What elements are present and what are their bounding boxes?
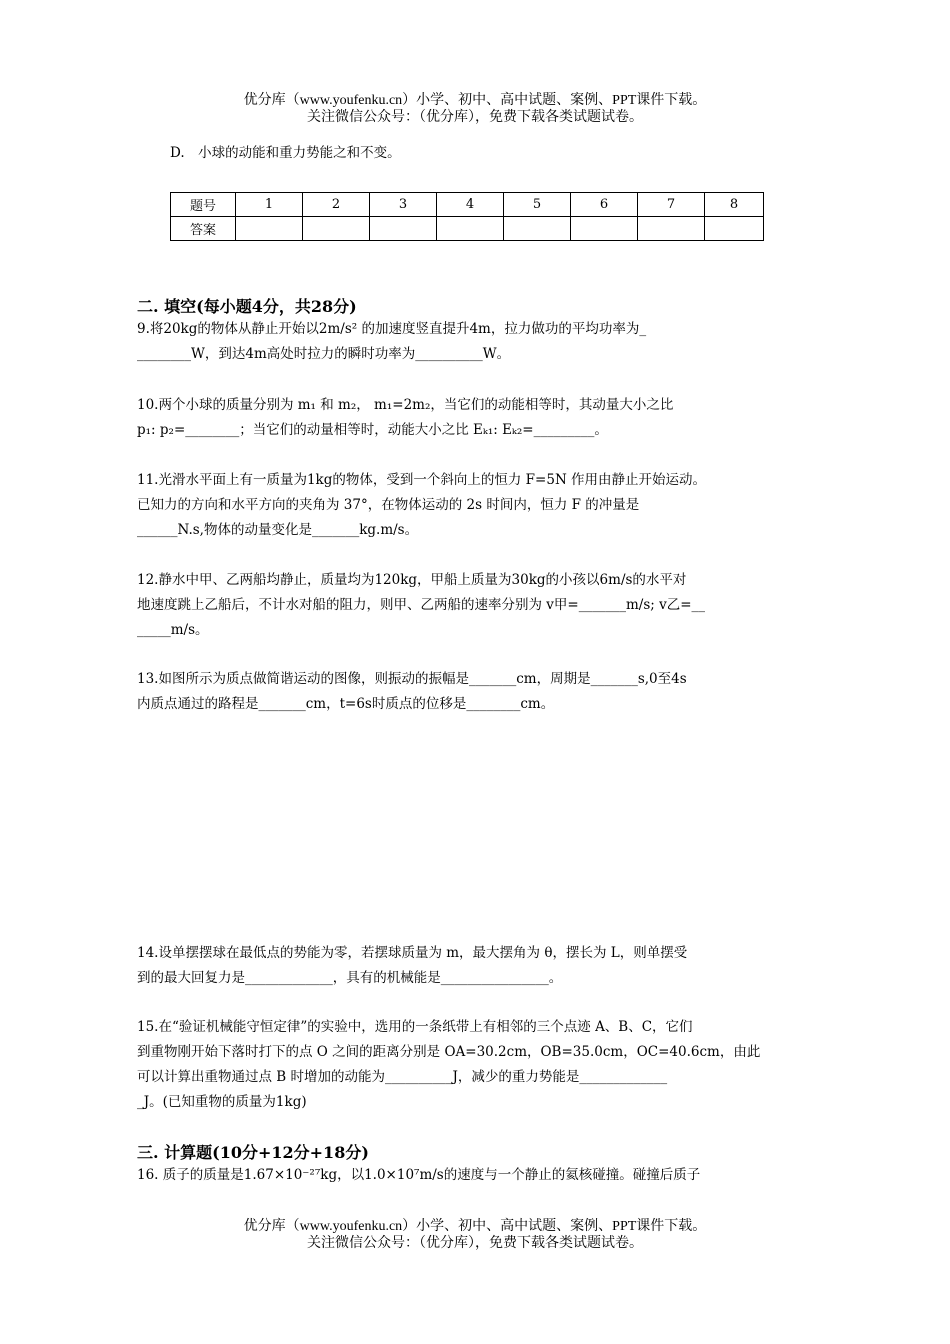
question-13-line-1: 13.如图所示为质点做简谐运动的图像，则振动的振幅是_______cm，周期是_______s,0至4s [137,671,687,687]
table-cell-number: 2 [303,193,370,217]
footer-line-2: 关注微信公众号：（优分库），免费下载各类试题试卷。 [307,1236,643,1251]
answer-cell[interactable] [236,217,303,241]
question-13-line-2: 内质点通过的路程是_______cm，t=6s时质点的位移是________cm。 [137,696,555,712]
table-cell-number: 8 [705,193,764,217]
option-d: D. 小球的动能和重力势能之和不变。 [170,145,401,161]
question-15-line-3: 可以计算出重物通过点 B 时增加的动能为__________J，减少的重力势能是_____________ [137,1069,668,1085]
table-header-label: 题号 [171,193,236,217]
question-12-line-3: _____m/s。 [137,622,209,638]
question-11-line-1: 11.光滑水平面上有一质量为1kg的物体，受到一个斜向上的恒力 F=5N 作用由静止开始运动。 [137,472,707,488]
question-9-line-2: ________W，到达4m高处时拉力的瞬时功率为__________W。 [137,346,511,362]
footer-line-1: 优分库（www.youfenku.cn）小学、初中、高中试题、案例、PPT课件下载。 [243,1219,707,1234]
answer-cell[interactable] [638,217,705,241]
section-2-title: 二. 填空(每小题4分，共28分) [137,297,357,316]
answer-cell[interactable] [370,217,437,241]
answer-cell[interactable] [705,217,764,241]
answer-table-row-numbers [171,193,764,217]
question-9-line-1: 9.将20kg的物体从静止开始以2m/s² 的加速度竖直提升4m，拉力做功的平均功率为_ [137,321,647,337]
question-11-line-3: ______N.s,物体的动量变化是_______kg.m/s。 [137,522,419,538]
question-15-line-2: 到重物刚开始下落时打下的点 O 之间的距离分别是 OA=30.2cm，OB=35.0cm，OC=40.6cm，由此 [137,1044,761,1060]
question-10-line-1: 10.两个小球的质量分别为 m₁ 和 m₂， m₁=2m₂，当它们的动能相等时，其动量大小之比 [137,397,674,413]
answer-cell[interactable] [437,217,504,241]
section-3-title: 三. 计算题(10分+12分+18分) [137,1143,369,1162]
table-cell-number: 7 [638,193,705,217]
table-cell-number: 6 [571,193,638,217]
question-11-line-2: 已知力的方向和水平方向的夹角为 37°，在物体运动的 2s 时间内，恒力 F 的冲量是 [137,497,640,513]
answer-table [170,192,764,241]
question-15-line-4: _J。(已知重物的质量为1kg) [137,1094,307,1110]
question-14-line-1: 14.设单摆摆球在最低点的势能为零，若摆球质量为 m，最大摆角为 θ，摆长为 L，则单摆受 [137,945,688,961]
question-14-line-2: 到的最大回复力是_____________，具有的机械能是________________。 [137,970,563,986]
answer-table-row-answers [171,217,764,241]
table-cell-number: 4 [437,193,504,217]
table-cell-number: 1 [236,193,303,217]
header-line-1: 优分库（www.youfenku.cn）小学、初中、高中试题、案例、PPT课件下载。 [243,93,707,108]
table-cell-number: 3 [370,193,437,217]
header-line-2: 关注微信公众号：（优分库），免费下载各类试题试卷。 [307,110,643,125]
question-10-line-2: p₁: p₂=________；当它们的动量相等时，动能大小之比 Eₖ₁: Eₖ₂=_________。 [137,422,608,438]
question-12-line-1: 12.静水中甲、乙两船均静止，质量均为120kg，甲船上质量为30kg的小孩以6m/s的水平对 [137,572,687,588]
table-answer-label: 答案 [171,217,236,241]
question-15-line-1: 15.在“验证机械能守恒定律”的实验中，选用的一条纸带上有相邻的三个点迹 A、B、C，它们 [137,1019,693,1035]
answer-cell[interactable] [303,217,370,241]
answer-cell[interactable] [504,217,571,241]
question-12-line-2: 地速度跳上乙船后，不计水对船的阻力，则甲、乙两船的速率分别为 v甲=_______m/s; v乙=__ [137,597,706,613]
table-cell-number: 5 [504,193,571,217]
question-16-line-1: 16. 质子的质量是1.67×10⁻²⁷kg，以1.0×10⁷m/s的速度与一个静止的氦核碰撞。碰撞后质子 [137,1167,701,1183]
answer-cell[interactable] [571,217,638,241]
